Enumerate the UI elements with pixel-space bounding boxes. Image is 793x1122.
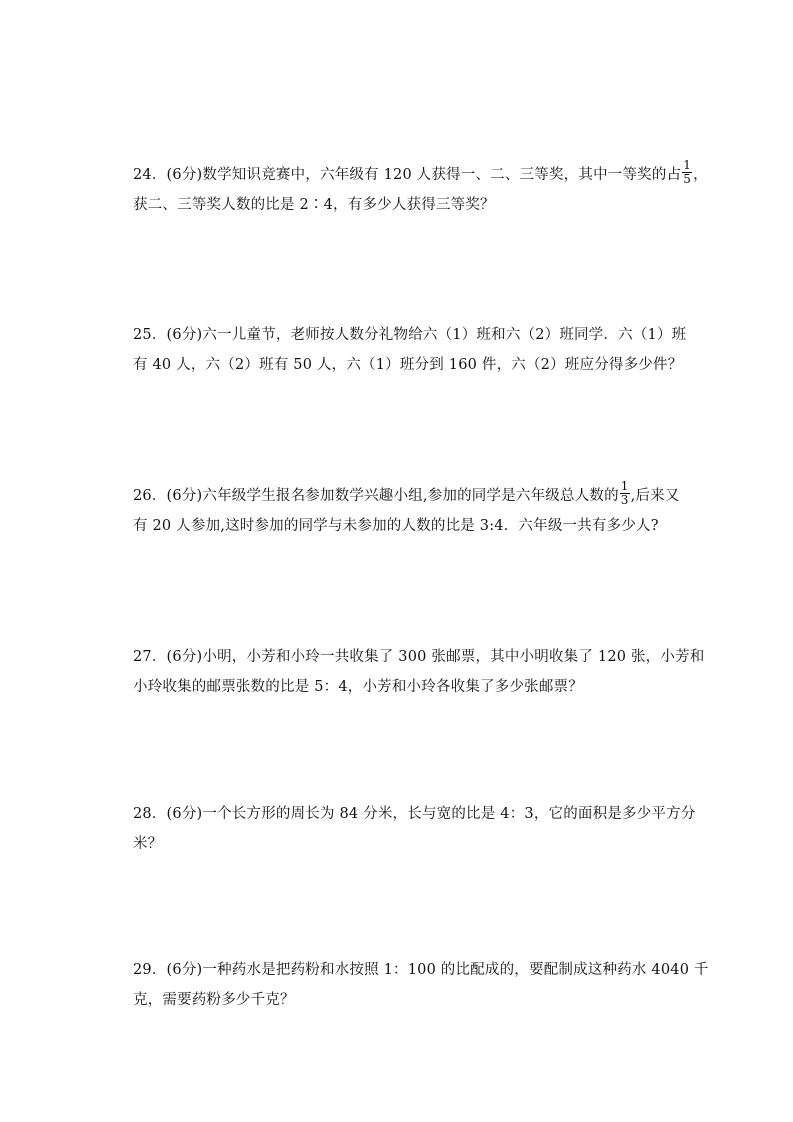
question-28-line-1: 28．(6分)一个长方形的周长为 84 分米，长与宽的比是 4：3，它的面积是多少平方分 <box>133 806 696 822</box>
question-28-line-2: 米？ <box>133 836 163 852</box>
question-24-line-2: 获二、三等奖人数的比是 2∶4，有多少人获得三等奖？ <box>133 197 495 213</box>
question-24-text-before-fraction: 24．(6分)数学知识竞赛中，六年级有 120 人获得一、二、三等奖，其中一等奖的占 <box>133 167 682 183</box>
question-26-line-1 <box>133 478 680 511</box>
fraction-numerator: 1 <box>620 478 629 493</box>
question-26-text-before-fraction: 26．(6分)六年级学生报名参加数学兴趣小组,参加的同学是六年级总人数的 <box>133 488 619 504</box>
fraction-numerator: 1 <box>683 157 692 172</box>
fraction-denominator: 3 <box>620 492 629 507</box>
question-29-line-2: 克，需要药粉多少千克？ <box>133 992 295 1008</box>
question-24-line-1 <box>133 157 708 190</box>
question-25-line-1: 25．(6分)六一儿童节，老师按人数分礼物给六（1）班和六（2）班同学．六（1）班 <box>133 327 687 343</box>
question-27-line-1: 27．(6分)小明，小芳和小玲一共收集了 300 张邮票，其中小明收集了 120 张，小芳和 <box>133 649 705 665</box>
question-29 <box>133 955 709 1015</box>
question-25 <box>133 320 687 380</box>
question-25-line-2: 有 40 人，六（2）班有 50 人，六（1）班分到 160 件，六（2）班应分得多少件？ <box>133 357 683 373</box>
question-24-text-after-fraction: ， <box>693 167 708 183</box>
fraction-one-fifth <box>682 159 692 186</box>
question-26-line-2: 有 20 人参加,这时参加的同学与未参加的人数的比是 3:4．六年级一共有多少人? <box>133 518 659 534</box>
fraction-one-third <box>620 480 630 507</box>
question-29-line-1: 29．(6分)一种药水是把药粉和水按照 1：100 的比配成的，要配制成这种药水 4040 千 <box>133 962 709 978</box>
question-28 <box>133 799 696 859</box>
question-27 <box>133 642 705 702</box>
question-27-line-2: 小玲收集的邮票张数的比是 5：4，小芳和小玲各收集了多少张邮票？ <box>133 679 583 695</box>
fraction-denominator: 5 <box>683 171 692 186</box>
question-26 <box>133 478 680 541</box>
question-24 <box>133 157 708 220</box>
question-26-text-after-fraction: ,后来又 <box>630 488 680 504</box>
